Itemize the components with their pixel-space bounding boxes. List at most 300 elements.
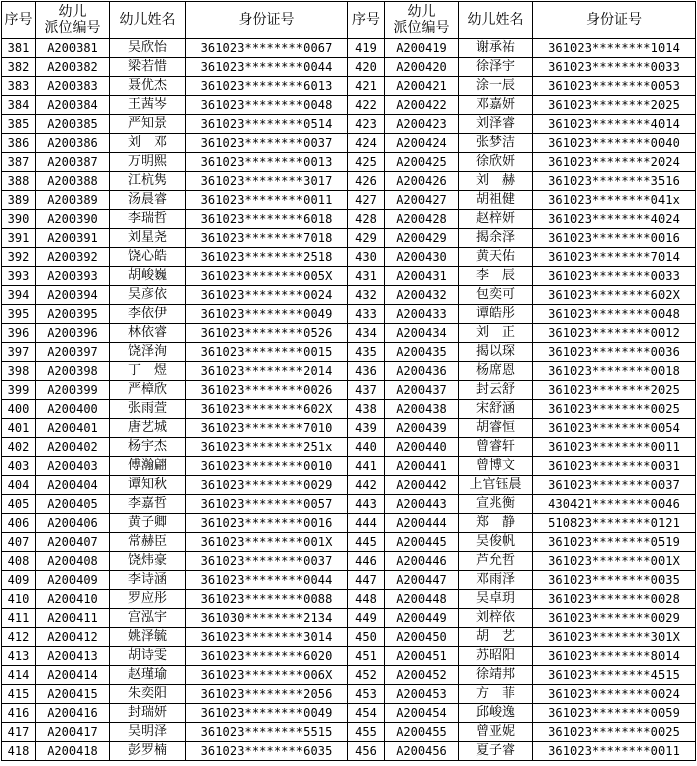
cell-name-right: 涂一辰 [459, 77, 533, 96]
cell-seq-left: 415 [2, 685, 36, 704]
cell-name-right: 苏昭阳 [459, 647, 533, 666]
cell-name-left: 万明熙 [110, 153, 186, 172]
cell-code-left: A200414 [36, 666, 110, 685]
cell-code-right: A200430 [385, 248, 459, 267]
cell-code-left: A200415 [36, 685, 110, 704]
cell-name-right: 邱峻逸 [459, 704, 533, 723]
cell-seq-left: 387 [2, 153, 36, 172]
cell-id-left: 361023********7018 [186, 229, 348, 248]
cell-id-right: 361023********0037 [533, 476, 696, 495]
cell-id-right: 361023********0031 [533, 457, 696, 476]
cell-seq-left: 403 [2, 457, 36, 476]
cell-name-left: 常赫臣 [110, 533, 186, 552]
cell-seq-right: 419 [348, 39, 385, 58]
cell-code-right: A200432 [385, 286, 459, 305]
cell-name-left: 李瑞哲 [110, 210, 186, 229]
cell-id-left: 361023********6018 [186, 210, 348, 229]
cell-code-right: A200421 [385, 77, 459, 96]
cell-seq-right: 440 [348, 438, 385, 457]
table-row [2, 267, 696, 286]
cell-code-right: A200453 [385, 685, 459, 704]
roster-table [1, 1, 696, 761]
cell-seq-left: 399 [2, 381, 36, 400]
cell-code-left: A200409 [36, 571, 110, 590]
cell-code-right: A200427 [385, 191, 459, 210]
cell-code-right: A200429 [385, 229, 459, 248]
cell-name-right: 赵梓妍 [459, 210, 533, 229]
cell-code-right: A200433 [385, 305, 459, 324]
cell-code-right: A200438 [385, 400, 459, 419]
cell-code-left: A200418 [36, 742, 110, 761]
cell-id-left: 361023********0016 [186, 514, 348, 533]
cell-name-left: 严知景 [110, 115, 186, 134]
cell-seq-right: 454 [348, 704, 385, 723]
cell-code-right: A200441 [385, 457, 459, 476]
cell-seq-left: 383 [2, 77, 36, 96]
cell-seq-right: 447 [348, 571, 385, 590]
cell-name-left: 饶泽洵 [110, 343, 186, 362]
cell-seq-left: 395 [2, 305, 36, 324]
cell-id-left: 361023********2056 [186, 685, 348, 704]
cell-code-left: A200408 [36, 552, 110, 571]
cell-id-right: 510823********0121 [533, 514, 696, 533]
cell-id-right: 361023********2024 [533, 153, 696, 172]
cell-seq-right: 427 [348, 191, 385, 210]
cell-code-right: A200440 [385, 438, 459, 457]
cell-seq-left: 393 [2, 267, 36, 286]
cell-seq-right: 428 [348, 210, 385, 229]
cell-code-left: A200384 [36, 96, 110, 115]
cell-code-right: A200419 [385, 39, 459, 58]
cell-id-left: 361023********3017 [186, 172, 348, 191]
header-id-right: 身份证号 [533, 2, 696, 39]
cell-seq-left: 400 [2, 400, 36, 419]
cell-code-right: A200450 [385, 628, 459, 647]
cell-code-left: A200411 [36, 609, 110, 628]
table-row [2, 39, 696, 58]
cell-seq-left: 409 [2, 571, 36, 590]
cell-id-right: 361023********602X [533, 286, 696, 305]
cell-seq-left: 404 [2, 476, 36, 495]
cell-seq-right: 445 [348, 533, 385, 552]
cell-code-right: A200428 [385, 210, 459, 229]
cell-name-left: 黄子卿 [110, 514, 186, 533]
cell-id-left: 361023********0514 [186, 115, 348, 134]
cell-seq-left: 398 [2, 362, 36, 381]
cell-seq-right: 444 [348, 514, 385, 533]
cell-name-right: 胡祖健 [459, 191, 533, 210]
cell-name-right: 邓嘉妍 [459, 96, 533, 115]
cell-seq-right: 421 [348, 77, 385, 96]
cell-code-left: A200393 [36, 267, 110, 286]
header-code-right: 幼儿 派位编号 [385, 2, 459, 39]
cell-name-left: 梁若惜 [110, 58, 186, 77]
cell-code-left: A200390 [36, 210, 110, 229]
cell-seq-left: 411 [2, 609, 36, 628]
cell-seq-left: 414 [2, 666, 36, 685]
cell-seq-right: 448 [348, 590, 385, 609]
cell-id-left: 361023********0010 [186, 457, 348, 476]
cell-code-left: A200396 [36, 324, 110, 343]
cell-id-left: 361023********005X [186, 267, 348, 286]
cell-id-left: 361023********5515 [186, 723, 348, 742]
cell-id-left: 361023********3014 [186, 628, 348, 647]
cell-id-left: 361023********6020 [186, 647, 348, 666]
cell-code-right: A200446 [385, 552, 459, 571]
cell-code-left: A200416 [36, 704, 110, 723]
cell-name-left: 姚泽毓 [110, 628, 186, 647]
cell-code-left: A200381 [36, 39, 110, 58]
cell-name-left: 刘 邓 [110, 134, 186, 153]
table-row [2, 381, 696, 400]
cell-seq-right: 451 [348, 647, 385, 666]
cell-id-left: 361023********7010 [186, 419, 348, 438]
cell-code-right: A200431 [385, 267, 459, 286]
cell-seq-left: 418 [2, 742, 36, 761]
cell-id-right: 430421********0046 [533, 495, 696, 514]
cell-id-right: 361023********0053 [533, 77, 696, 96]
cell-name-right: 刘 正 [459, 324, 533, 343]
cell-seq-right: 431 [348, 267, 385, 286]
cell-code-right: A200451 [385, 647, 459, 666]
cell-seq-left: 382 [2, 58, 36, 77]
table-row [2, 647, 696, 666]
cell-code-right: A200454 [385, 704, 459, 723]
cell-seq-left: 402 [2, 438, 36, 457]
roster-body [2, 39, 696, 761]
cell-seq-left: 392 [2, 248, 36, 267]
cell-seq-right: 439 [348, 419, 385, 438]
cell-name-left: 江杭隽 [110, 172, 186, 191]
table-row [2, 742, 696, 761]
cell-name-right: 曾博文 [459, 457, 533, 476]
table-row [2, 590, 696, 609]
cell-id-right: 361023********0024 [533, 685, 696, 704]
cell-name-left: 封瑞妍 [110, 704, 186, 723]
cell-name-left: 朱奕阳 [110, 685, 186, 704]
cell-name-left: 李依伊 [110, 305, 186, 324]
cell-name-right: 芦允哲 [459, 552, 533, 571]
cell-code-right: A200439 [385, 419, 459, 438]
cell-seq-right: 422 [348, 96, 385, 115]
cell-code-left: A200405 [36, 495, 110, 514]
cell-code-right: A200423 [385, 115, 459, 134]
cell-id-right: 361023********041x [533, 191, 696, 210]
cell-code-left: A200386 [36, 134, 110, 153]
cell-seq-right: 420 [348, 58, 385, 77]
cell-code-right: A200437 [385, 381, 459, 400]
cell-id-right: 361023********4024 [533, 210, 696, 229]
cell-seq-left: 396 [2, 324, 36, 343]
cell-name-right: 胡睿恒 [459, 419, 533, 438]
table-row [2, 704, 696, 723]
table-row [2, 723, 696, 742]
cell-name-right: 封云舒 [459, 381, 533, 400]
cell-code-left: A200402 [36, 438, 110, 457]
cell-name-right: 包奕可 [459, 286, 533, 305]
cell-name-right: 宣兆衡 [459, 495, 533, 514]
cell-id-left: 361023********0013 [186, 153, 348, 172]
cell-code-right: A200426 [385, 172, 459, 191]
cell-id-right: 361023********2025 [533, 381, 696, 400]
table-row [2, 115, 696, 134]
table-row [2, 210, 696, 229]
cell-code-right: A200448 [385, 590, 459, 609]
cell-seq-left: 413 [2, 647, 36, 666]
cell-name-right: 方 菲 [459, 685, 533, 704]
cell-id-right: 361023********0011 [533, 742, 696, 761]
cell-seq-left: 386 [2, 134, 36, 153]
cell-seq-right: 443 [348, 495, 385, 514]
cell-name-right: 邓雨泽 [459, 571, 533, 590]
cell-seq-left: 406 [2, 514, 36, 533]
table-row [2, 305, 696, 324]
cell-id-right: 361023********0012 [533, 324, 696, 343]
cell-seq-right: 426 [348, 172, 385, 191]
cell-name-left: 张雨萱 [110, 400, 186, 419]
cell-id-left: 361023********602X [186, 400, 348, 419]
cell-seq-right: 437 [348, 381, 385, 400]
cell-code-right: A200444 [385, 514, 459, 533]
table-row [2, 419, 696, 438]
cell-id-right: 361023********0016 [533, 229, 696, 248]
cell-name-right: 揭以琛 [459, 343, 533, 362]
cell-name-right: 徐欣妍 [459, 153, 533, 172]
cell-name-right: 曾亚妮 [459, 723, 533, 742]
cell-code-right: A200422 [385, 96, 459, 115]
cell-id-right: 361023********4014 [533, 115, 696, 134]
cell-seq-right: 434 [348, 324, 385, 343]
table-row [2, 457, 696, 476]
cell-id-left: 361030********2134 [186, 609, 348, 628]
cell-name-left: 饶心皓 [110, 248, 186, 267]
table-row [2, 514, 696, 533]
table-row [2, 153, 696, 172]
cell-id-right: 361023********2025 [533, 96, 696, 115]
cell-name-right: 徐泽宇 [459, 58, 533, 77]
cell-id-left: 361023********0044 [186, 571, 348, 590]
cell-id-right: 361023********0054 [533, 419, 696, 438]
cell-code-right: A200455 [385, 723, 459, 742]
cell-id-left: 361023********0049 [186, 704, 348, 723]
table-row [2, 172, 696, 191]
table-row [2, 286, 696, 305]
cell-code-left: A200389 [36, 191, 110, 210]
cell-id-right: 361023********0040 [533, 134, 696, 153]
cell-seq-right: 452 [348, 666, 385, 685]
cell-id-right: 361023********0033 [533, 58, 696, 77]
table-row [2, 533, 696, 552]
cell-id-left: 361023********0049 [186, 305, 348, 324]
cell-name-left: 胡诗雯 [110, 647, 186, 666]
cell-id-right: 361023********0059 [533, 704, 696, 723]
cell-code-left: A200391 [36, 229, 110, 248]
header-code-left: 幼儿 派位编号 [36, 2, 110, 39]
cell-code-left: A200394 [36, 286, 110, 305]
cell-code-right: A200449 [385, 609, 459, 628]
table-row [2, 229, 696, 248]
cell-seq-right: 429 [348, 229, 385, 248]
cell-id-right: 361023********0048 [533, 305, 696, 324]
cell-code-right: A200436 [385, 362, 459, 381]
cell-code-left: A200413 [36, 647, 110, 666]
cell-code-right: A200456 [385, 742, 459, 761]
cell-name-left: 傅瀚翩 [110, 457, 186, 476]
cell-id-right: 361023********0035 [533, 571, 696, 590]
cell-name-left: 李嘉哲 [110, 495, 186, 514]
cell-seq-right: 424 [348, 134, 385, 153]
cell-id-right: 361023********4515 [533, 666, 696, 685]
cell-seq-left: 384 [2, 96, 36, 115]
cell-name-right: 杨席恩 [459, 362, 533, 381]
cell-name-right: 夏子睿 [459, 742, 533, 761]
table-row [2, 400, 696, 419]
cell-id-left: 361023********006X [186, 666, 348, 685]
table-row [2, 495, 696, 514]
cell-id-left: 361023********0088 [186, 590, 348, 609]
cell-seq-left: 412 [2, 628, 36, 647]
table-row [2, 438, 696, 457]
cell-name-right: 谢承祐 [459, 39, 533, 58]
cell-name-right: 刘 赫 [459, 172, 533, 191]
cell-code-left: A200404 [36, 476, 110, 495]
cell-name-left: 林依睿 [110, 324, 186, 343]
cell-name-left: 唐艺城 [110, 419, 186, 438]
cell-name-left: 胡峻巍 [110, 267, 186, 286]
cell-code-left: A200382 [36, 58, 110, 77]
cell-seq-right: 455 [348, 723, 385, 742]
table-row [2, 324, 696, 343]
cell-id-right: 361023********0028 [533, 590, 696, 609]
table-row [2, 362, 696, 381]
cell-code-right: A200445 [385, 533, 459, 552]
header-seq-right: 序号 [348, 2, 385, 39]
header-row [2, 2, 696, 39]
cell-name-right: 揭余泽 [459, 229, 533, 248]
cell-id-right: 361023********0033 [533, 267, 696, 286]
table-row [2, 96, 696, 115]
cell-name-left: 宫泓宇 [110, 609, 186, 628]
cell-name-right: 刘梓依 [459, 609, 533, 628]
cell-code-left: A200401 [36, 419, 110, 438]
table-row [2, 666, 696, 685]
cell-code-left: A200385 [36, 115, 110, 134]
cell-id-right: 361023********1014 [533, 39, 696, 58]
cell-name-left: 严樟欣 [110, 381, 186, 400]
cell-code-left: A200388 [36, 172, 110, 191]
cell-name-right: 吴卓玥 [459, 590, 533, 609]
cell-code-right: A200435 [385, 343, 459, 362]
cell-seq-left: 381 [2, 39, 36, 58]
table-row [2, 571, 696, 590]
cell-code-left: A200407 [36, 533, 110, 552]
cell-seq-right: 441 [348, 457, 385, 476]
cell-id-right: 361023********0519 [533, 533, 696, 552]
cell-id-left: 361023********0044 [186, 58, 348, 77]
table-row [2, 134, 696, 153]
cell-id-right: 361023********0025 [533, 400, 696, 419]
table-row [2, 343, 696, 362]
cell-code-left: A200387 [36, 153, 110, 172]
cell-seq-right: 423 [348, 115, 385, 134]
cell-id-left: 361023********0011 [186, 191, 348, 210]
cell-name-left: 谭知秋 [110, 476, 186, 495]
cell-name-right: 黄天佑 [459, 248, 533, 267]
cell-code-left: A200395 [36, 305, 110, 324]
table-row [2, 552, 696, 571]
cell-seq-left: 416 [2, 704, 36, 723]
cell-code-right: A200442 [385, 476, 459, 495]
cell-seq-left: 408 [2, 552, 36, 571]
cell-seq-left: 417 [2, 723, 36, 742]
cell-code-left: A200412 [36, 628, 110, 647]
cell-id-right: 361023********7014 [533, 248, 696, 267]
cell-name-right: 胡 艺 [459, 628, 533, 647]
table-row [2, 476, 696, 495]
cell-seq-left: 390 [2, 210, 36, 229]
cell-id-left: 361023********0048 [186, 96, 348, 115]
cell-name-right: 郑 静 [459, 514, 533, 533]
cell-name-right: 谭皓彤 [459, 305, 533, 324]
cell-seq-right: 438 [348, 400, 385, 419]
cell-seq-right: 446 [348, 552, 385, 571]
cell-id-right: 361023********0018 [533, 362, 696, 381]
cell-id-right: 361023********8014 [533, 647, 696, 666]
cell-id-left: 361023********0037 [186, 552, 348, 571]
cell-id-left: 361023********0067 [186, 39, 348, 58]
cell-name-left: 聂优杰 [110, 77, 186, 96]
cell-name-right: 张梦洁 [459, 134, 533, 153]
cell-code-left: A200400 [36, 400, 110, 419]
cell-name-left: 彭罗楠 [110, 742, 186, 761]
cell-code-right: A200425 [385, 153, 459, 172]
cell-seq-right: 456 [348, 742, 385, 761]
cell-code-left: A200399 [36, 381, 110, 400]
cell-code-left: A200397 [36, 343, 110, 362]
table-row [2, 628, 696, 647]
cell-id-right: 361023********3516 [533, 172, 696, 191]
cell-id-right: 361023********0025 [533, 723, 696, 742]
cell-name-left: 王茜岑 [110, 96, 186, 115]
cell-code-right: A200447 [385, 571, 459, 590]
cell-seq-left: 388 [2, 172, 36, 191]
cell-id-left: 361023********6013 [186, 77, 348, 96]
cell-code-left: A200403 [36, 457, 110, 476]
cell-seq-right: 425 [348, 153, 385, 172]
cell-id-left: 361023********001X [186, 533, 348, 552]
cell-name-right: 曾睿轩 [459, 438, 533, 457]
cell-code-left: A200392 [36, 248, 110, 267]
cell-seq-left: 391 [2, 229, 36, 248]
cell-id-right: 361023********001X [533, 552, 696, 571]
cell-seq-left: 397 [2, 343, 36, 362]
cell-seq-left: 389 [2, 191, 36, 210]
cell-name-right: 上官钰晨 [459, 476, 533, 495]
cell-code-left: A200410 [36, 590, 110, 609]
cell-name-right: 李 辰 [459, 267, 533, 286]
cell-code-right: A200420 [385, 58, 459, 77]
header-id-left: 身份证号 [186, 2, 348, 39]
cell-code-right: A200424 [385, 134, 459, 153]
header-name-right: 幼儿姓名 [459, 2, 533, 39]
cell-name-left: 汤晨睿 [110, 191, 186, 210]
cell-id-right: 361023********0011 [533, 438, 696, 457]
cell-name-left: 吴欣怡 [110, 39, 186, 58]
cell-id-left: 361023********2014 [186, 362, 348, 381]
cell-id-left: 361023********6035 [186, 742, 348, 761]
table-row [2, 191, 696, 210]
cell-name-left: 丁 煜 [110, 362, 186, 381]
